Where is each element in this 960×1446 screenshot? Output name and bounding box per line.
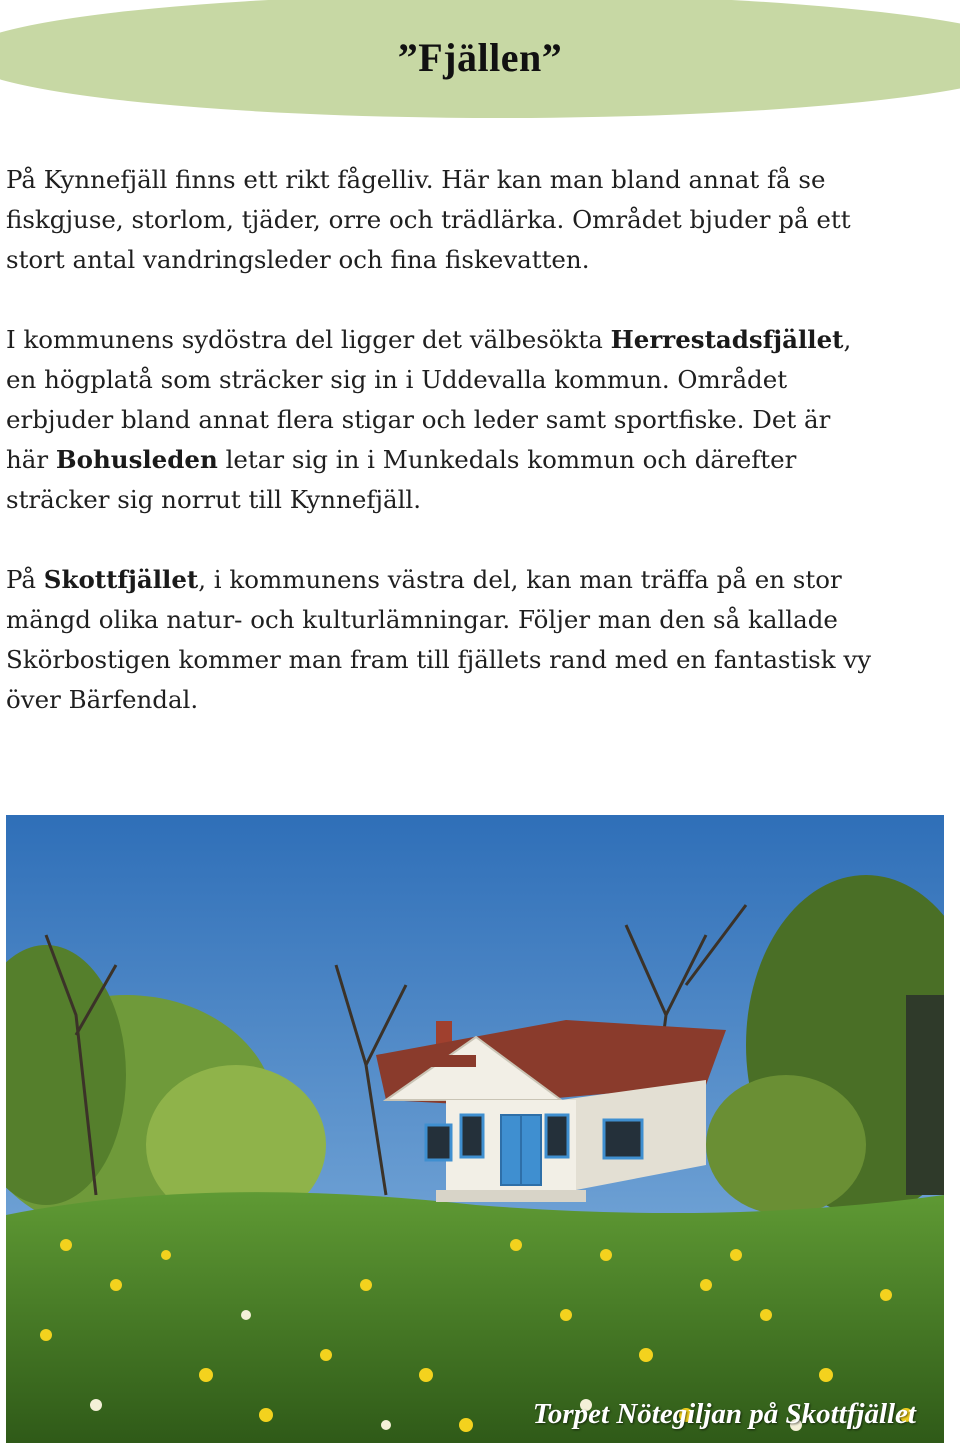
bold-term: Herrestadsfjället (610, 325, 844, 354)
text-run: , en högplatå som sträcker sig in i Uddevalla kommun. Området erbjuder bland annat flera stigar och leder samt sportfiske. Det är här (6, 325, 852, 474)
text-run: I kommunens sydöstra del ligger det välbesökta (6, 325, 611, 354)
paragraph-1 (6, 160, 872, 280)
photo-caption: Torpet Nötegiljan på Skottfjället (532, 1398, 916, 1430)
text-run: På (6, 565, 44, 594)
bold-term: Bohusleden (55, 445, 218, 474)
text-run: , i kommunens västra del, kan man träffa på en stor mängd olika natur- och kulturlämningar. Följer man den så kallade Skörbostigen kommer man fram till fjällets rand med en fantastisk vy över Bärfendal. (6, 565, 872, 714)
body-text (6, 160, 872, 720)
paragraph-2 (6, 320, 872, 520)
bold-term: Skottfjället (43, 565, 199, 594)
text-run: På Kynnefjäll finns ett rikt fågelliv. Här kan man bland annat få se fiskgjuse, storlom, tjäder, orre och trädlärka. Området bjuder på ett stort antal vandringsleder och fina fiskevatten. (6, 165, 851, 274)
page-title: ”Fjällen” (397, 35, 563, 80)
cottage-illustration (6, 815, 944, 1443)
cottage-photo (6, 815, 944, 1443)
paragraph-3 (6, 560, 872, 720)
text-run: letar sig in i Munkedals kommun och därefter sträcker sig norrut till Kynnefjäll. (6, 445, 797, 514)
